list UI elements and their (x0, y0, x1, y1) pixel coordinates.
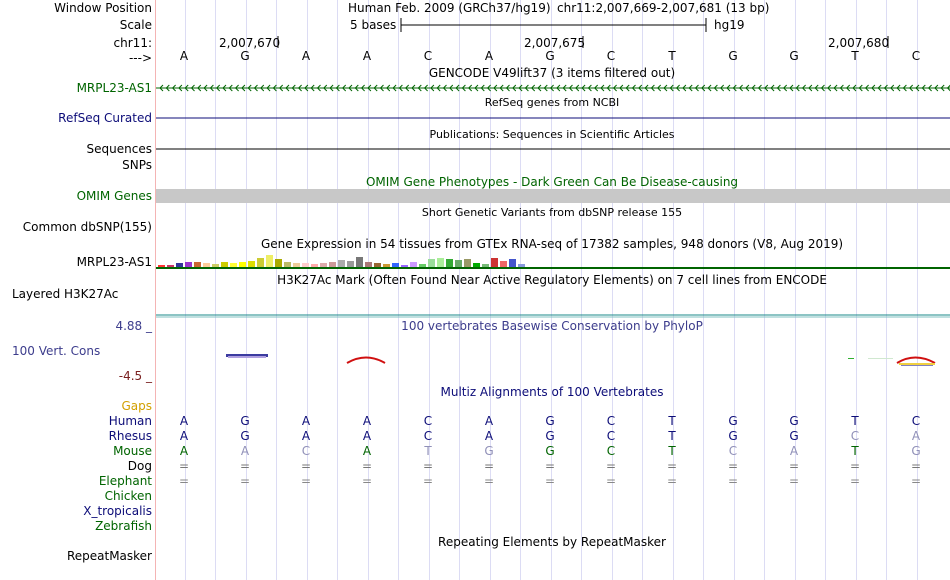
gtex-track-label[interactable]: MRPL23-AS1 (76, 255, 152, 269)
alignment-base-mouse: A (240, 444, 250, 458)
alignment-base-dog: = (727, 459, 739, 473)
alignment-base-dog: = (483, 459, 495, 473)
alignment-base-elephant: = (361, 474, 373, 488)
alignment-base-dog: = (666, 459, 678, 473)
snps-track-label[interactable]: SNPs (122, 158, 152, 172)
h3k27ac-track-title: H3K27Ac Mark (Often Found Near Active Regulatory Elements) on 7 cell lines from ENCODE (277, 273, 827, 287)
scale-bar (401, 18, 706, 32)
alignment-base-human: G (728, 414, 738, 428)
gtex-tissue-bar (446, 259, 453, 268)
window-position-label[interactable]: Window Position (54, 1, 152, 15)
track-label-column (0, 0, 155, 580)
alignment-base-dog: = (544, 459, 556, 473)
gtex-tissue-bar (248, 261, 255, 268)
alignment-base-human: A (362, 414, 372, 428)
alignment-base-dog: = (910, 459, 922, 473)
alignment-base-human: G (789, 414, 799, 428)
alignment-base-elephant: = (239, 474, 251, 488)
species-label-rhesus[interactable]: Rhesus (108, 429, 152, 443)
alignment-base-dog: = (788, 459, 800, 473)
alignment-base-elephant: = (300, 474, 312, 488)
species-label-chicken[interactable]: Chicken (104, 489, 152, 503)
cons-min-label: -4.5 _ (118, 369, 152, 383)
alignment-base-mouse: C (606, 444, 616, 458)
alignment-base-human: C (911, 414, 921, 428)
alignment-base-dog: = (178, 459, 190, 473)
coord-label-2: 2,007,675 (524, 36, 586, 50)
gtex-tissue-bar (491, 258, 498, 268)
species-label-human[interactable]: Human (108, 414, 152, 428)
alignment-base-dog: = (849, 459, 861, 473)
alignment-base-human: T (668, 414, 676, 428)
dbsnp-track-label[interactable]: Common dbSNP(155) (22, 220, 152, 234)
alignment-base-mouse: A (362, 444, 372, 458)
reference-base: G (545, 49, 555, 63)
alignment-base-rhesus: A (362, 429, 372, 443)
alignment-base-dog: = (239, 459, 251, 473)
alignment-base-rhesus: C (606, 429, 616, 443)
alignment-base-rhesus: A (484, 429, 494, 443)
refseq-track-label[interactable]: RefSeq Curated (58, 111, 152, 125)
alignment-base-elephant: = (544, 474, 556, 488)
alignment-base-mouse: C (728, 444, 738, 458)
gaps-track-label[interactable]: Gaps (121, 399, 152, 413)
reference-base: A (179, 49, 189, 63)
gtex-tissue-bar (338, 260, 345, 268)
repeatmasker-track-label[interactable]: RepeatMasker (66, 549, 152, 563)
species-label-elephant[interactable]: Elephant (98, 474, 152, 488)
reference-base: A (301, 49, 311, 63)
alignment-base-human: G (240, 414, 250, 428)
alignment-base-human: G (545, 414, 555, 428)
reference-base: C (423, 49, 433, 63)
dbsnp-track-title: Short Genetic Variants from dbSNP release 155 (421, 206, 683, 219)
alignment-base-rhesus: A (301, 429, 311, 443)
gtex-tissue-bar (500, 261, 507, 268)
alignment-base-elephant: = (727, 474, 739, 488)
alignment-base-mouse: A (179, 444, 189, 458)
gtex-expression-bars (158, 255, 525, 268)
scale-bar-db: hg19 (714, 18, 745, 32)
h3k27ac-track-label[interactable]: Layered H3K27Ac (12, 287, 119, 301)
alignment-base-dog: = (422, 459, 434, 473)
gtex-tissue-bar (275, 259, 282, 268)
alignment-base-rhesus: G (728, 429, 738, 443)
chrom-label[interactable]: chr11: (113, 36, 152, 50)
scale-label[interactable]: Scale (119, 18, 152, 32)
alignment-base-elephant: = (605, 474, 617, 488)
species-label-mouse[interactable]: Mouse (113, 444, 152, 458)
alignment-base-dog: = (361, 459, 373, 473)
alignment-base-rhesus: G (545, 429, 555, 443)
alignment-base-human: A (179, 414, 189, 428)
coord-ticks (278, 36, 888, 48)
alignment-base-elephant: = (666, 474, 678, 488)
alignment-base-rhesus: C (850, 429, 860, 443)
alignment-base-rhesus: T (668, 429, 676, 443)
alignment-base-elephant: = (788, 474, 800, 488)
alignment-base-dog: = (300, 459, 312, 473)
gencode-track-title: GENCODE V49lift37 (3 items filtered out) (428, 66, 676, 80)
reference-base: G (240, 49, 250, 63)
sequences-track-label[interactable]: Sequences (86, 142, 152, 156)
alignment-base-elephant: = (178, 474, 190, 488)
track-graphics (156, 0, 950, 580)
alignment-base-human: A (484, 414, 494, 428)
species-label-dog[interactable]: Dog (127, 459, 152, 473)
assembly-text: Human Feb. 2009 (GRCh37/hg19) (348, 1, 551, 15)
alignment-base-mouse: T (668, 444, 676, 458)
alignment-base-mouse: T (851, 444, 859, 458)
coord-label-3: 2,007,680 (828, 36, 890, 50)
gtex-tissue-bar (509, 259, 516, 268)
scale-bar-text: 5 bases (350, 18, 397, 32)
gtex-tissue-bar (356, 257, 363, 268)
repeatmasker-track-title: Repeating Elements by RepeatMasker (438, 535, 666, 549)
reference-base: G (728, 49, 738, 63)
gtex-tissue-bar (437, 258, 444, 268)
alignment-base-rhesus: C (423, 429, 433, 443)
reference-base: A (484, 49, 494, 63)
publications-track-title: Publications: Sequences in Scientific Articles (429, 128, 675, 141)
alignment-base-mouse: T (424, 444, 432, 458)
omim-track-label[interactable]: OMIM Genes (76, 189, 152, 203)
multiz-track-title: Multiz Alignments of 100 Vertebrates (440, 385, 664, 399)
gtex-tissue-bar (257, 258, 264, 268)
cons-max-label: 4.88 _ (115, 319, 152, 333)
reference-base: T (851, 49, 859, 63)
alignment-base-mouse: C (301, 444, 311, 458)
alignment-base-elephant: = (422, 474, 434, 488)
alignment-base-mouse: A (789, 444, 799, 458)
gtex-tissue-bar (347, 261, 354, 268)
alignment-base-mouse: G (911, 444, 921, 458)
reference-base: T (668, 49, 676, 63)
omim-track-title: OMIM Gene Phenotypes - Dark Green Can Be Disease-causing (365, 175, 739, 189)
alignment-base-human: C (606, 414, 616, 428)
species-label-zebrafish[interactable]: Zebrafish (95, 519, 152, 533)
alignment-base-elephant: = (910, 474, 922, 488)
alignment-base-human: A (301, 414, 311, 428)
coord-label-1: 2,007,670 (219, 36, 281, 50)
alignment-base-elephant: = (483, 474, 495, 488)
reference-base: G (789, 49, 799, 63)
gtex-tissue-bar (455, 260, 462, 268)
alignment-base-dog: = (605, 459, 617, 473)
alignment-base-rhesus: G (789, 429, 799, 443)
track-image[interactable] (156, 0, 950, 580)
strand-arrow-label[interactable]: ---> (128, 51, 152, 65)
position-text: chr11:2,007,669-2,007,681 (13 bp) (557, 1, 770, 15)
alignment-base-human: C (423, 414, 433, 428)
refseq-track-title: RefSeq genes from NCBI (484, 96, 620, 109)
reference-base: C (606, 49, 616, 63)
gtex-track-title: Gene Expression in 54 tissues from GTEx RNA-seq of 17382 samples, 948 donors (V8, Aug 2019) (260, 237, 844, 251)
reference-base: C (911, 49, 921, 63)
species-label-xtropicalis[interactable]: X_tropicalis (83, 504, 152, 518)
reference-base: A (362, 49, 372, 63)
cons-track-label[interactable]: 100 Vert. Cons (12, 344, 101, 358)
alignment-base-elephant: = (849, 474, 861, 488)
alignment-base-rhesus: A (179, 429, 189, 443)
phylop-signal (226, 354, 935, 366)
alignment-base-mouse: G (484, 444, 494, 458)
phylop-track-title: 100 vertebrates Basewise Conservation by PhyloP (401, 319, 703, 333)
gencode-track-label[interactable]: MRPL23-AS1 (76, 81, 152, 95)
omim-gene-bar (156, 189, 950, 203)
alignment-base-rhesus: A (911, 429, 921, 443)
alignment-base-human: T (851, 414, 859, 428)
gtex-tissue-bar (266, 255, 273, 268)
gtex-tissue-bar (428, 259, 435, 268)
alignment-base-mouse: G (545, 444, 555, 458)
gtex-tissue-bar (464, 259, 471, 268)
alignment-base-rhesus: G (240, 429, 250, 443)
